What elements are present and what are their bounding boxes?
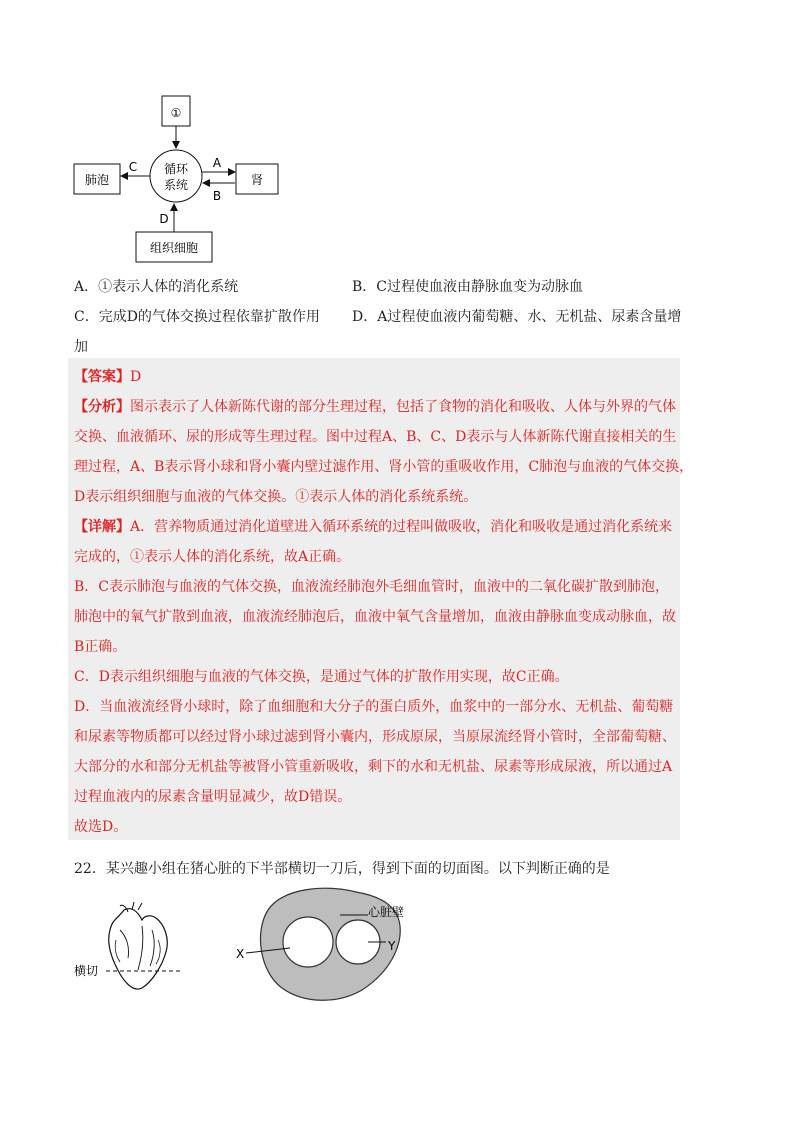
detail-line-2: 完成的，①表示人体的消化系统，故A正确。 xyxy=(74,549,351,565)
option-c: C．完成D的气体交换过程依靠扩散作用 xyxy=(74,309,320,325)
option-d: D．A过程使血液内葡萄糖、水、无机盐、尿素含量增 xyxy=(352,309,682,325)
detail-line-5: B正确。 xyxy=(74,639,127,655)
y-label: Y xyxy=(388,939,396,953)
analysis-text-1: 图示表示了人体新陈代谢的部分生理过程，包括了食物的消化和吸收、人体与外界的气体 xyxy=(130,399,676,415)
arrow-c-label: C xyxy=(128,160,138,174)
analysis-line-2: 交换、血液循环、尿的形成等生理过程。图中过程A、B、C、D表示与人体新陈代谢直接相关的生 xyxy=(74,429,677,445)
wall-label: 心脏壁 xyxy=(368,905,405,919)
chamber-x xyxy=(283,917,333,967)
detail-line-3: B．C表示肺泡与血液的气体交换，血液流经肺泡外毛细血管时，血液中的二氧化碳扩散到肺泡， xyxy=(74,579,669,595)
analysis-line-4: D表示组织细胞与血液的气体交换。①表示人体的消化系统系统。 xyxy=(74,489,478,505)
detail-line-4: 肺泡中的氧气扩散到血液，血液流经肺泡后，血液中氧气含量增加，血液由静脉血变成动脉血，故 xyxy=(74,609,676,625)
detail-line-8: 和尿素等物质都可以经过肾小球过滤到肾小囊内，形成原尿，当原尿流经肾小管时，全部葡萄糖、 xyxy=(74,729,676,745)
question-22: 22．某兴趣小组在猪心脏的下半部横切一刀后，得到下面的切面图。以下判断正确的是 xyxy=(74,861,610,877)
detail-line-9: 大部分的水和部分无机盐等被肾小管重新吸收，剩下的水和无机盐、尿素等形成尿液，所以通过A xyxy=(74,759,673,775)
left-box-label: 肺泡 xyxy=(84,173,110,187)
detail-line-11: 故选D。 xyxy=(74,819,128,835)
option-a: A．①表示人体的消化系统 xyxy=(74,279,239,295)
heart-sketch xyxy=(72,900,192,1000)
answer-value: D xyxy=(130,369,142,385)
arrow-b-label: B xyxy=(212,189,222,203)
x-label: X xyxy=(236,947,245,961)
analysis-tag: 【分析】 xyxy=(74,399,130,415)
detail-line-1 xyxy=(74,516,672,536)
detail-tag: 【详解】 xyxy=(74,519,130,535)
detail-line-7: D．当血液流经肾小球时，除了血细胞和大分子的蛋白质外，血浆中的一部分水、无机盐、葡萄糖 xyxy=(74,699,674,715)
circulation-diagram xyxy=(60,88,300,268)
bottom-box-label: 组织细胞 xyxy=(149,241,199,255)
cross-section xyxy=(230,880,440,1010)
detail-line-6: C．D表示组织细胞与血液的气体交换，是通过气体的扩散作用实现，故C正确。 xyxy=(74,669,569,685)
option-b: B．C过程使血液由静脉血变为动脉血 xyxy=(352,279,583,295)
right-box-label: 肾 xyxy=(250,173,264,187)
answer-tag: 【答案】 xyxy=(74,369,130,385)
analysis-line-1 xyxy=(74,396,676,416)
cut-label: 横切 xyxy=(74,964,99,978)
arrow-a-label: A xyxy=(212,156,222,170)
detail-text-1: A．营养物质通过消化道壁进入循环系统的过程叫做吸收，消化和吸收是通过消化系统来 xyxy=(130,519,673,535)
top-box-label: ① xyxy=(170,106,182,120)
center-label-1: 循环 xyxy=(163,162,189,176)
option-d-continued: 加 xyxy=(74,339,88,355)
circulation-circle xyxy=(150,150,202,202)
analysis-line-3: 理过程，A、B表示肾小球和肾小囊内壁过滤作用、肾小管的重吸收作用，C肺泡与血液的气体交换， xyxy=(74,459,694,475)
detail-line-10: 过程血液内的尿素含量明显减少，故D错误。 xyxy=(74,789,352,805)
center-label-2: 系统 xyxy=(163,178,189,192)
arrow-d-label: D xyxy=(159,212,169,226)
answer-line xyxy=(74,366,141,386)
